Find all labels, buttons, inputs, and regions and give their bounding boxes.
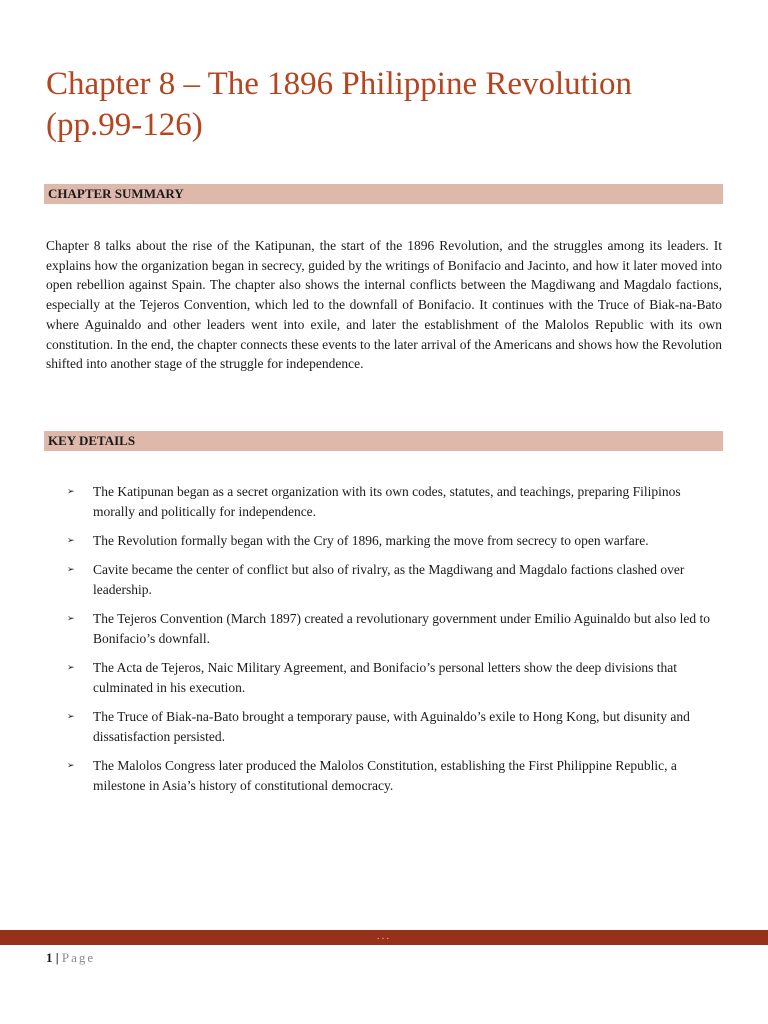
list-item-text: The Tejeros Convention (March 1897) created a revolutionary government under Emilio Aguinaldo but also led to Bonifacio’s downfall. [93, 611, 711, 646]
list-item [67, 658, 717, 698]
list-item-text: The Truce of Biak-na-Bato brought a temporary pause, with Aguinaldo’s exile to Hong Kong, but disunity and dissatisfaction persisted. [93, 709, 690, 744]
list-item [67, 531, 717, 551]
list-item-text: The Revolution formally began with the Cry of 1896, marking the move from secrecy to open warfare. [93, 533, 649, 548]
page-footer [46, 949, 95, 966]
chapter-summary-header [44, 184, 723, 204]
list-item [67, 756, 717, 796]
arrow-bullet-icon: ➢ [67, 565, 75, 575]
list-item-text: The Acta de Tejeros, Naic Military Agreement, and Bonifacio’s personal letters show the deep divisions that culminated in his execution. [93, 660, 678, 695]
arrow-bullet-icon: ➢ [67, 712, 75, 722]
page-separator: | [55, 950, 59, 965]
footer-dots: ... [376, 931, 392, 942]
key-details-header [44, 431, 723, 451]
arrow-bullet-icon: ➢ [67, 614, 75, 624]
list-item [67, 482, 717, 522]
key-details-heading: KEY DETAILS [48, 433, 136, 448]
key-details-list [67, 482, 717, 805]
page-number: 1 [46, 950, 53, 965]
arrow-bullet-icon: ➢ [67, 487, 75, 497]
list-item-text: Cavite became the center of conflict but also of rivalry, as the Magdiwang and Magdalo factions clashed over leadership. [93, 562, 685, 597]
list-item-text: The Malolos Congress later produced the Malolos Constitution, establishing the First Philippine Republic, a milestone in Asia’s history of constitutional democracy. [93, 758, 677, 793]
page-label: Page [61, 950, 96, 965]
list-item [67, 707, 717, 747]
page-title: Chapter 8 – The 1896 Philippine Revolution (pp.99-126) [46, 66, 633, 143]
arrow-bullet-icon: ➢ [67, 536, 75, 546]
arrow-bullet-icon: ➢ [67, 761, 75, 771]
chapter-summary-text: Chapter 8 talks about the rise of the Katipunan, the start of the 1896 Revolution, and the struggles among its leaders. It explains how the organization began in secrecy, guided by the writings of Bonifacio and Jacinto, and how it later moved into open rebellion against Spain. The chapter also shows the internal conflicts between the Magdiwang and Magdalo factions, especially at the Tejeros Convention, which led to the downfall of Bonifacio. It continues with the Truce of Biak-na-Bato where Aguinaldo and other leaders went into exile, and later the establishment of the Malolos Republic with its own constitution. In the end, the chapter connects these events to the later arrival of the Americans and shows how the Revolution shifted into another stage of the struggle for independence. [46, 238, 722, 372]
list-item [67, 560, 717, 600]
arrow-bullet-icon: ➢ [67, 663, 75, 673]
chapter-summary-heading: CHAPTER SUMMARY [48, 186, 184, 201]
list-item-text: The Katipunan began as a secret organization with its own codes, statutes, and teachings, preparing Filipinos morally and politically for independence. [93, 484, 681, 519]
list-item [67, 609, 717, 649]
